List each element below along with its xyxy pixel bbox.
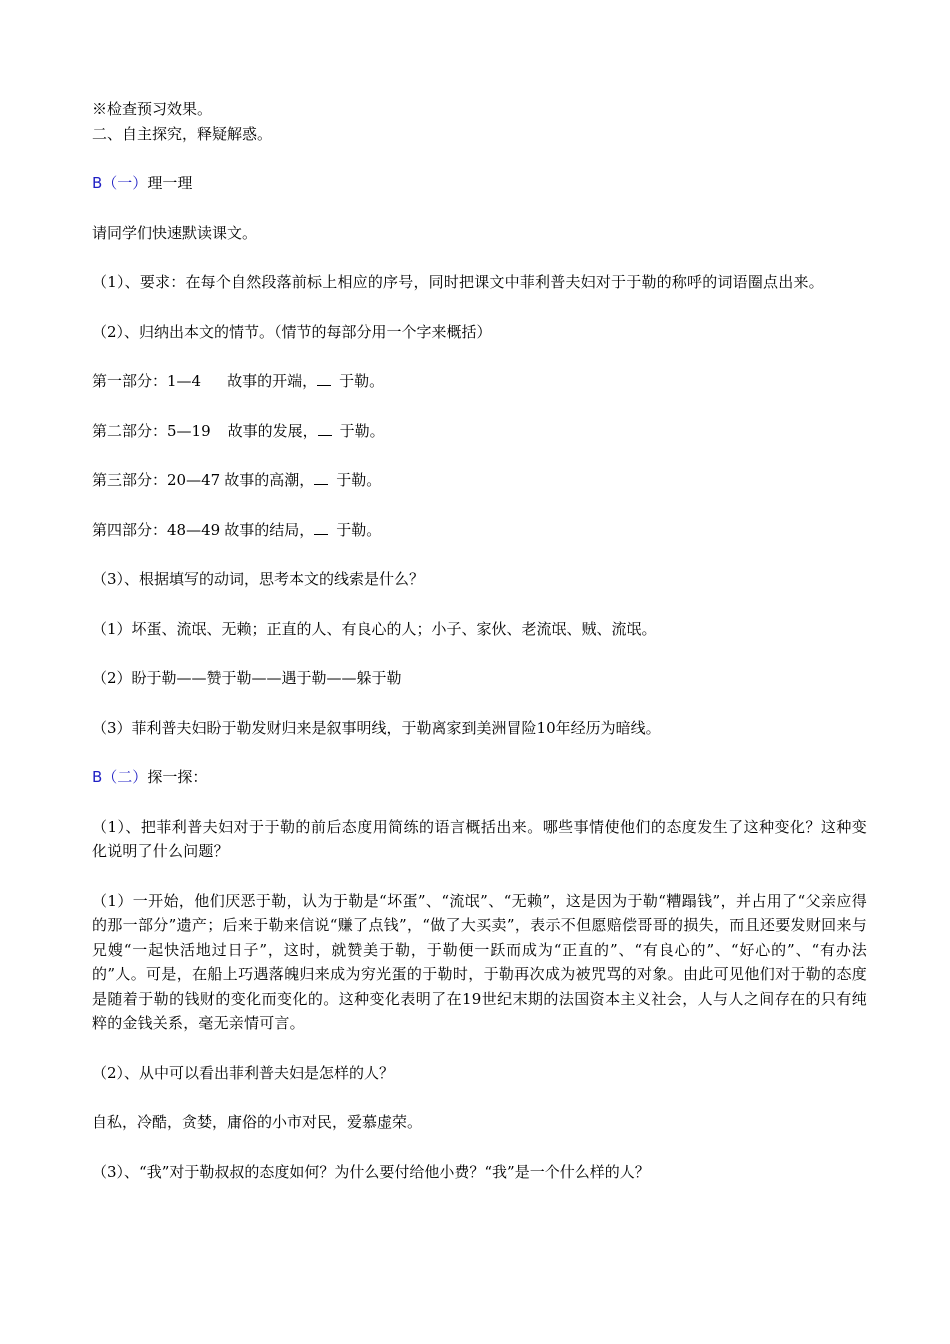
question-1: （1）、把菲利普夫妇对于于勒的前后态度用简练的语言概括出来。哪些事情使他们的态度发生了这种变化？这种变化说明了什么问题？: [92, 817, 867, 860]
answer-3: （3）菲利普夫妇盼于勒发财归来是叙事明线，于勒离家到美洲冒险10年经历为暗线。: [92, 718, 661, 737]
subsection-one-heading: [92, 171, 867, 196]
subsection-one-prefix: B: [92, 174, 103, 192]
check-preview-line: ※检查预习效果。: [92, 100, 213, 118]
plot-part-1-label: 第一部分：1—4: [92, 372, 202, 390]
section-two-heading: 二、自主探究，释疑解惑。: [92, 124, 273, 143]
requirement-1: （1）、要求：在每个自然段落前标上相应的序号，同时把课文中菲利普夫妇对于于勒的称呼的词语圈点出来。: [92, 273, 824, 291]
plot-part-4-end: 于勒。: [336, 520, 382, 539]
plot-part-4-blank: [314, 520, 328, 535]
question-2: （2）、从中可以看出菲利普夫妇是怎样的人？: [92, 1063, 395, 1082]
plot-part-1: [92, 369, 867, 394]
answer-2: （2）盼于勒——赞于勒——遇于勒——躲于勒: [92, 669, 402, 687]
plot-part-3-text: 故事的高潮，: [224, 471, 315, 489]
plot-part-2-end: 于勒。: [339, 421, 385, 440]
plot-part-3-end: 于勒。: [336, 471, 382, 489]
subsection-two-heading: [92, 765, 867, 790]
plot-part-2-text: 故事的发展，: [227, 421, 318, 440]
subsection-one-paren: （一）: [102, 174, 148, 192]
plot-part-2-blank: [318, 421, 332, 436]
plot-part-1-text: 故事的开端，: [227, 372, 318, 390]
subsection-two-paren: （二）: [102, 768, 148, 786]
plot-part-4-label: 第四部分：48—49: [92, 520, 221, 539]
question-3: （3）、“我”对于勒叔叔的态度如何？为什么要付给他小费？“我”是一个什么样的人？: [92, 1162, 650, 1181]
requirement-2: （2）、归纳出本文的情节。（情节的每部分用一个字来概括）: [92, 322, 492, 341]
plot-part-3-label: 第三部分：20—47: [92, 471, 221, 489]
requirement-3: （3）、根据填写的动词，思考本文的线索是什么？: [92, 570, 425, 588]
plot-part-3: [92, 468, 867, 493]
subsection-two-prefix: B: [92, 768, 103, 786]
document-page: [92, 97, 867, 1184]
plot-part-1-end: 于勒。: [339, 372, 385, 390]
answer-question-2: 自私，冷酷，贪婪，庸俗的小市对民，爱慕虚荣。: [92, 1113, 423, 1131]
answer-question-1: （1）一开始，他们厌恶于勒，认为于勒是“坏蛋”、“流氓”、“无赖”，这是因为于勒“糟蹋钱”，并占用了“父亲应得的那一部分”遗产；后来于勒来信说“赚了点钱”，“做了大买卖”，表示不但愿赔偿哥哥的损失，而且还要发财回来与兄嫂“一起快活地过日子”，这时，就赞美于勒，于勒便一跃而成为“正直的”、“有良心的”、“好心的”、“有办法的”人。可是，在船上巧遇落魄归来成为穷光蛋的于勒时，于勒再次成为被咒骂的对象。由此可见他们对于勒的态度是随着于勒的钱财的变化而变化的。这种变化表明了在19世纪末期的法国资本主义社会，人与人之间存在的只有纯粹的金钱关系，毫无亲情可言。: [92, 891, 867, 1032]
subsection-one-title: 理一理: [147, 174, 193, 192]
plot-part-1-blank: [317, 371, 331, 386]
plot-part-4-text: 故事的结局，: [224, 520, 315, 539]
plot-part-4: [92, 518, 867, 543]
answer-1: （1）坏蛋、流氓、无赖；正直的人、有良心的人；小子、家伙、老流氓、贼、流氓。: [92, 619, 657, 638]
instruction-read: 请同学们快速默读课文。: [92, 223, 258, 242]
plot-part-2-label: 第二部分：5—19: [92, 421, 211, 440]
subsection-two-title: 探一探：: [147, 768, 208, 786]
plot-part-2: [92, 419, 867, 444]
plot-part-3-blank: [314, 470, 328, 485]
